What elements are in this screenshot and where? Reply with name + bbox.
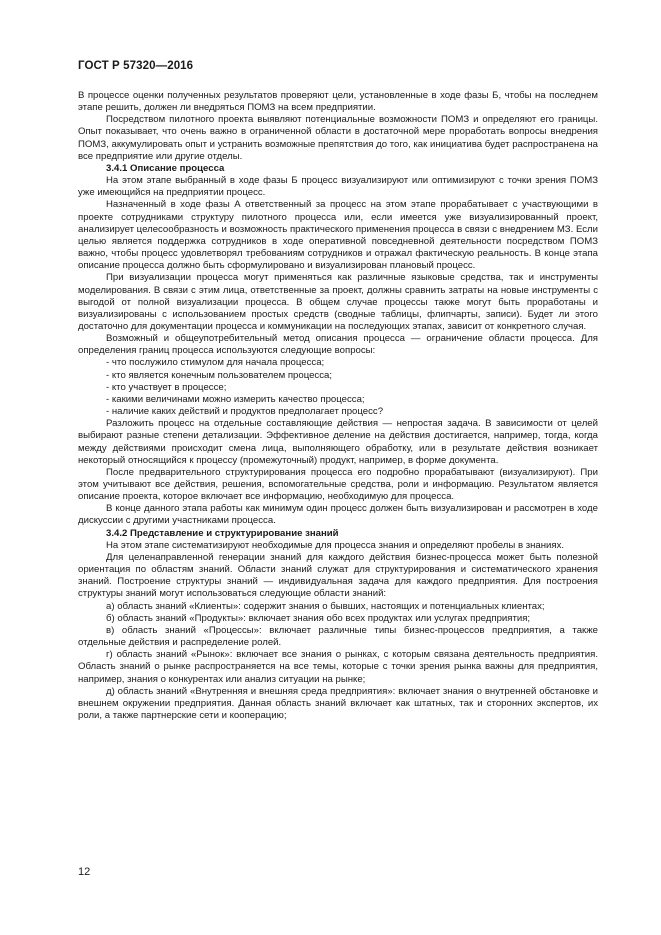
paragraph: - кто участвует в процессе; — [106, 381, 227, 393]
paragraph: - какими величинами можно измерить качество процесса; — [106, 393, 365, 405]
paragraph: Посредством пилотного проекта выявляют потенциальные возможности ПОМЗ и определяют его границы. Опыт показывает, что очень важно в ограниченной области в достаточной мере проработать вопросы внедрения ПОМЗ, аккумулировать опыт и устранить возможные препятствия до того, как инициатива будет распространена на все предприятие или другие отделы. — [78, 114, 598, 162]
paragraph: - кто является конечным пользователем процесса; — [106, 369, 333, 381]
paragraph: На этом этапе систематизируют необходимые для процесса знания и определяют пробелы в знаниях. — [106, 539, 565, 551]
paragraph: в) область знаний «Процессы»: включает различные типы бизнес-процессов предприятия, а также отдельные действия и распределение ролей. — [78, 624, 598, 649]
paragraph: В конце данного этапа работы как минимум один процесс должен быть визуализирован и рассмотрен в ходе дискуссии с другими участниками процесса. — [78, 503, 598, 527]
paragraph: Назначенный в ходе фазы А ответственный за процесс на этом этапе прорабатывает с участвующими в проекте сотрудниками структуру пилотного процесса или, если имеется уже визуализированный проект, анализирует целесообразность и возможность практического применения процесса в связи с внедрением МЗ. Если целью является поддержка сотрудников в ходе оперативной повседневной деятельности посредством ПОМЗ важно, чтобы процесс удовлетворял требованиям сотрудников и отражал фактическую реальность. В конце этапа описание процесса должно быть сформулировано и визуализирован плановый процесс. — [78, 199, 598, 272]
paragraph: б) область знаний «Продукты»: включает знания обо всех продуктах или услугах предприятия; — [106, 612, 531, 624]
paragraph: а) область знаний «Клиенты»: содержит знания о бывших, настоящих и потенциальных клиентах; — [106, 600, 545, 612]
paragraph: При визуализации процесса могут применяться как различные языковые средства, так и инструменты моделирования. В связи с этим лица, ответственные за проект, должны сравнить затраты на новые инструменты с выгодой от полной визуализации процесса. В общем случае процессы также могут быть проработаны и визуализированы с использованием простых средств (сводные таблицы, флипчарты, записи). Будет ли этого достаточно для документации процесса и коммуникации на последующих этапах, зависит от конкретного случая. — [78, 272, 598, 332]
paragraph: Возможный и общеупотребительный метод описания процесса — ограничение области процесса. Для определения границ процесса используются следующие вопросы: — [78, 333, 598, 357]
section-heading: 3.4.2 Представление и структурирование знаний — [106, 527, 339, 539]
paragraph: На этом этапе выбранный в ходе фазы Б процесс визуализируют или оптимизируют с точки зрения ПОМЗ уже имеющийся на предприятии процесс. — [78, 175, 598, 199]
paragraph: В процессе оценки полученных результатов проверяют цели, установленные в ходе фазы Б, чтобы на последнем этапе решить, должен ли внедряться ПОМЗ на всем предприятии. — [78, 90, 598, 114]
paragraph: д) область знаний «Внутренняя и внешняя среда предприятия»: включает знания о внутренней обстановке и внешнем окружении предприятия. Данная область знаний включает как штатных, так и сторонних экспертов, их роли, а также партнерские сети и кооперацию; — [78, 685, 598, 721]
page-number: 12 — [78, 866, 91, 878]
document-header: ГОСТ Р 57320—2016 — [78, 60, 194, 72]
paragraph: г) область знаний «Рынок»: включает все знания о рынках, с которым связана деятельность предприятия. Область знаний о рынке распространяется на все темы, которые с точки зрения рынка важны для предприятия, например, знания о конкурентах или анализ ситуации на рынке; — [78, 649, 598, 685]
paragraph: - наличие каких действий и продуктов предполагает процесс? — [106, 406, 384, 418]
paragraph: Разложить процесс на отдельные составляющие действия — непростая задача. В зависимости от целей выбирают разные степени детализации. Эффективное деление на действия достигается, например, тогда, когда между действиями происходит смена лица, выполняющего обработку, или в результате действия возникает некоторый относящийся к процессу (промежуточный) продукт, например, в форме документа. — [78, 418, 598, 466]
section-heading: 3.4.1 Описание процесса — [106, 162, 225, 174]
paragraph: Для целенаправленной генерации знаний для каждого действия бизнес-процесса может быть полезной ориентация по областям знаний. Области знаний служат для структурирования и систематического хранения знаний. Построение структуры знаний — индивидуальная задача для каждого предприятия. Для построения структуры знаний могут использоваться следующие области знаний: — [78, 551, 598, 600]
paragraph: После предварительного структурирования процесса его подробно прорабатывают (визуализируют). При этом учитывают все действия, решения, вспомогательные средства, роли и информацию. Результатом является описание проекта, которое включает все информацию, необходимую для процесса. — [78, 466, 598, 503]
paragraph: - что послужило стимулом для начала процесса; — [106, 357, 325, 369]
document-body — [78, 90, 598, 722]
